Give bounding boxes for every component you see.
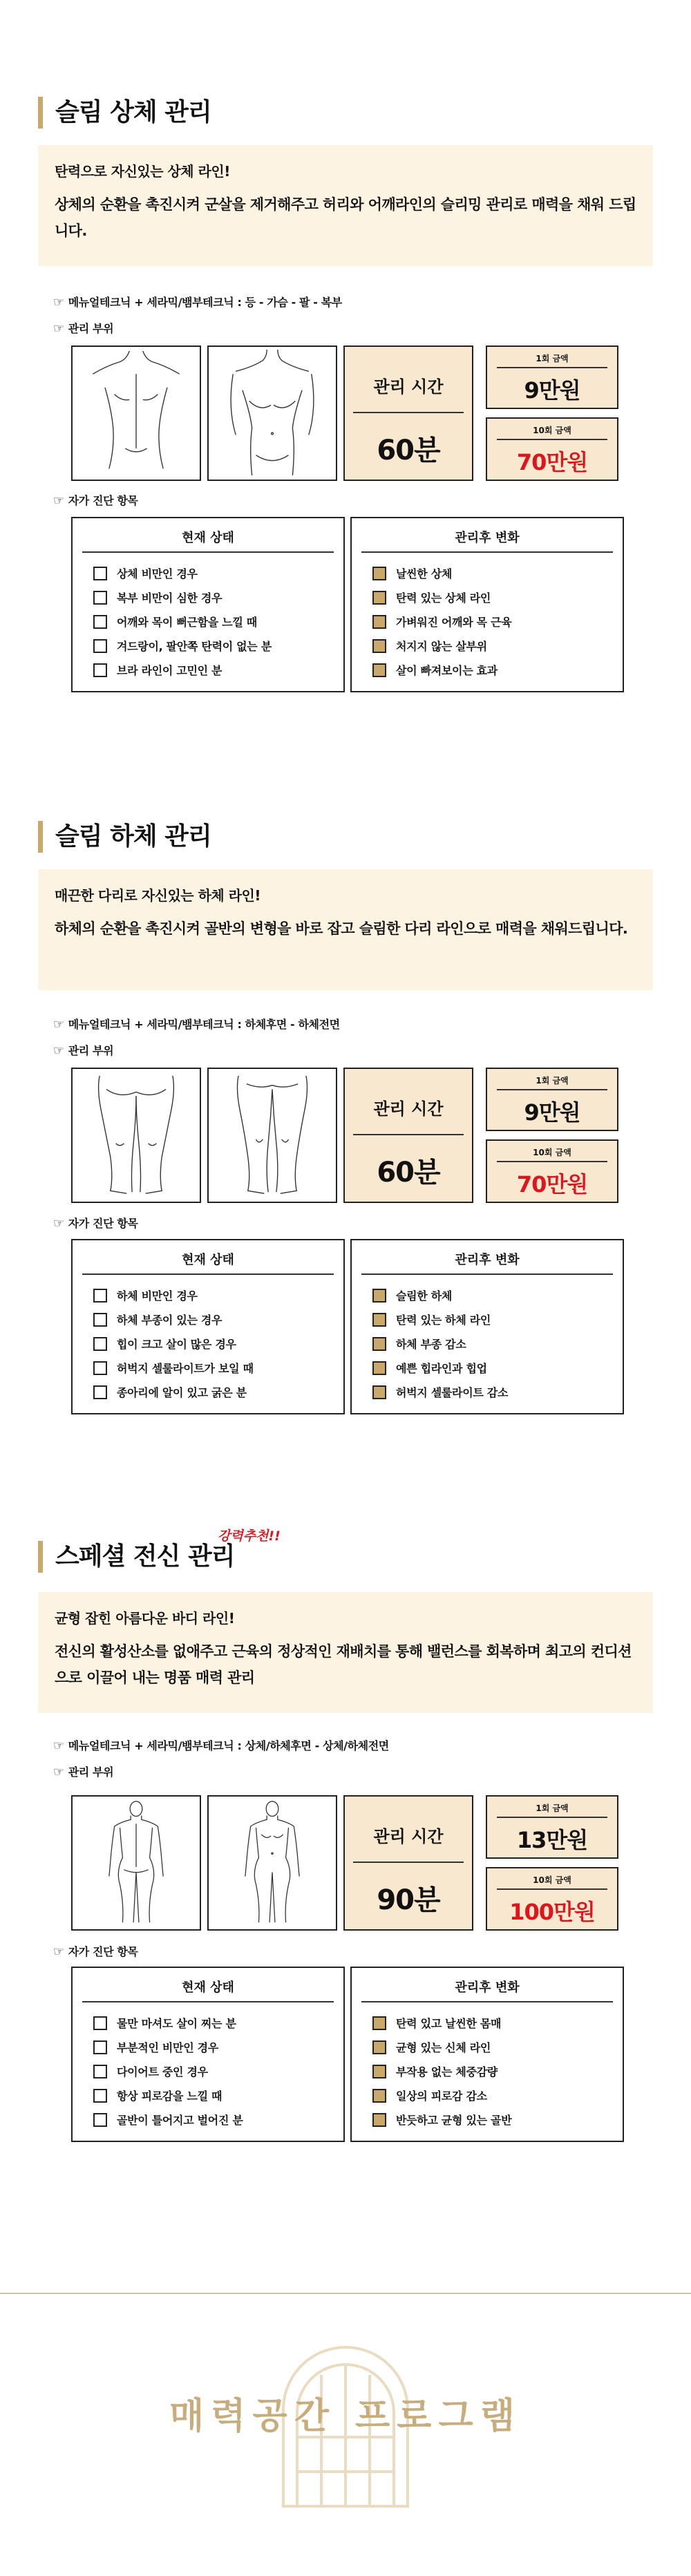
front-body-figure [207,1795,337,1931]
checked-box-icon [372,1313,386,1327]
front-legs-icon [209,1069,336,1202]
checked-box-icon [372,663,386,677]
result-label: 반듯하고 균형 있는 골반 [396,2114,512,2127]
result-label: 날씬한 상체 [396,567,453,580]
divider [497,1089,607,1090]
checklist-label: 항상 피로감을 느낄 때 [117,2090,223,2103]
result-label: 슬림한 하체 [396,1289,453,1303]
pointing-hand-icon: ☞ [53,321,64,336]
checklist-item[interactable] [93,2089,243,2113]
result-item [372,2089,511,2113]
after-change-list [372,1289,508,1410]
result-item [372,1313,508,1337]
result-item [372,2040,511,2065]
duration-box [343,345,473,481]
result-item [372,615,511,639]
footer-logo-text: 매력공간 프로그램 [169,2395,522,2437]
duration-value: 60분 [377,1157,440,1188]
pointing-hand-icon: ☞ [53,1944,64,1959]
checked-box-icon [372,2040,386,2054]
pointing-hand-icon: ☞ [53,1739,64,1753]
checklist-item[interactable] [93,663,272,688]
result-label: 처지지 않는 살부위 [396,640,487,653]
checklist-label: 어깨와 목이 뻐근함을 느낄 때 [117,616,257,629]
checked-box-icon [372,2016,386,2030]
divider [353,1134,464,1135]
checked-box-icon [372,1337,386,1351]
result-item [372,663,511,688]
area-line [53,1763,113,1779]
checkbox[interactable] [93,591,107,605]
duration-value: 60분 [377,435,440,466]
result-label: 하체 부종 감소 [396,1338,466,1351]
checklist-item[interactable] [93,1313,254,1337]
area-line [53,320,113,336]
checked-box-icon [372,1289,386,1303]
intro-box [38,869,653,990]
technique-line [53,294,342,310]
area-label: 관리 부위 [68,322,114,335]
checkbox[interactable] [93,2040,107,2054]
checklist-label: 브라 라인이 고민인 분 [117,664,223,677]
result-label: 균형 있는 신체 라인 [396,2041,491,2054]
divider [497,1817,607,1818]
intro-box [38,1592,653,1713]
section-slim-lower [38,821,653,1429]
divider [497,1888,607,1890]
checklist-label: 다이어트 중인 경우 [117,2065,208,2078]
result-item [372,2113,511,2137]
back-torso-icon [73,347,200,480]
divider [82,1273,334,1275]
duration-label: 관리 시간 [373,1827,444,1846]
divider [361,1273,613,1275]
checkbox[interactable] [93,1289,107,1303]
result-label: 탄력 있는 하체 라인 [396,1314,491,1327]
intro-lead: 균형 잡힌 아름다운 바디 라인! [55,1610,235,1627]
checked-box-icon [372,591,386,605]
result-label: 가벼워진 어깨와 목 근육 [396,616,512,629]
current-state-list [93,567,272,688]
after-change-list [372,2016,511,2137]
current-state-box [71,1967,345,2142]
checklist-item[interactable] [93,1289,254,1313]
pointing-hand-icon: ☞ [53,1017,64,1032]
checklist-item[interactable] [93,615,272,639]
checked-box-icon [372,2113,386,2127]
checklist-item[interactable] [93,567,272,591]
diagnosis-line [53,1215,138,1231]
price-ten-label: 10회 금액 [533,1875,571,1885]
current-state-header: 현재 상태 [182,1980,234,1995]
divider [361,2001,613,2002]
technique-line [53,1016,340,1032]
diagnosis-line [53,492,138,508]
result-item [372,567,511,591]
checklist-item[interactable] [93,2040,243,2065]
result-item [372,2065,511,2089]
result-label: 허벅지 셀룰라이트 감소 [396,1386,509,1399]
current-state-header: 현재 상태 [182,1253,234,1267]
divider [497,1161,607,1162]
divider [82,2001,334,2002]
section-slim-upper [38,97,653,705]
intro-lead: 탄력으로 자신있는 상체 라인! [55,163,230,180]
footer-divider [0,2293,691,2294]
result-item [372,591,511,615]
checked-box-icon [372,2065,386,2078]
checkbox[interactable] [93,1361,107,1375]
after-change-box [350,1967,624,2142]
section-title: 스페셜 전신 관리 [38,1541,235,1573]
intro-lead: 매끈한 다리로 자신있는 하체 라인! [55,887,261,904]
current-state-list [93,2016,243,2137]
back-body-icon [73,1797,200,1929]
pointing-hand-icon: ☞ [53,1216,64,1231]
after-change-header: 관리후 변화 [455,1980,520,1995]
price-ten-label: 10회 금액 [533,426,571,435]
checklist-label: 힙이 크고 살이 많은 경우 [117,1338,236,1351]
checklist-label: 상체 비만인 경우 [117,567,198,580]
checklist-item[interactable] [93,639,272,663]
result-item [372,1361,508,1385]
result-item [372,1385,508,1410]
divider [82,551,334,553]
result-item [372,2016,511,2040]
checkbox[interactable] [93,663,107,677]
duration-label: 관리 시간 [373,377,444,397]
technique-label: 메뉴얼테크닉 + 세라믹/뱀부테크닉 : 등 - 가슴 - 팔 - 복부 [68,296,342,309]
checklist-label: 허벅지 셀룰라이트가 보일 때 [117,1362,254,1375]
price-single-label: 1회 금액 [536,354,569,363]
checklist-item[interactable] [93,1385,254,1410]
pointing-hand-icon: ☞ [53,1043,64,1058]
checkbox[interactable] [93,2089,107,2103]
duration-label: 관리 시간 [373,1099,444,1119]
diagnosis-label: 자가 진단 항목 [68,494,138,507]
price-ten-label: 10회 금액 [533,1148,571,1157]
price-single-value: 9만원 [524,1099,580,1126]
price-ten-box [486,417,618,481]
diagnosis-line [53,1943,138,1959]
checkbox[interactable] [93,2065,107,2078]
current-state-box [71,1239,345,1414]
intro-description: 전신의 활성산소를 없애주고 근육의 정상적인 재배치를 통해 밸런스를 회복하며 최고의 컨디션으로 이끌어 내는 명품 매력 관리 [55,1643,632,1686]
price-single-value: 9만원 [524,377,580,404]
checked-box-icon [372,2089,386,2103]
result-label: 살이 빠져보이는 효과 [396,664,498,677]
duration-box [343,1068,473,1203]
price-single-value: 13만원 [516,1827,588,1853]
back-legs-icon [73,1069,200,1202]
recommend-badge: 강력추천!! [218,1528,281,1544]
checklist-label: 겨드랑이, 팔안쪽 탄력이 없는 분 [117,640,272,653]
after-change-header: 관리후 변화 [455,1253,520,1267]
result-label: 예쁜 힙라인과 힙업 [396,1362,487,1375]
checklist-item[interactable] [93,591,272,615]
intro-description: 상체의 순환을 촉진시켜 군살을 제거해주고 허리와 어깨라인의 슬리밍 관리로 매력을 채워 드립니다. [55,196,636,239]
back-legs-figure [71,1068,201,1203]
current-state-list [93,1289,254,1410]
intro-description: 하체의 순환을 촉진시켜 골반의 변형을 바로 잡고 슬림한 다리 라인으로 매력을 채워드립니다. [55,920,628,937]
section-special-full-body [38,1528,653,2149]
front-torso-figure [207,345,337,481]
divider [361,551,613,553]
checklist-label: 하체 부종이 있는 경우 [117,1314,223,1327]
price-ten-value: 70만원 [516,449,588,475]
result-item [372,639,511,663]
price-single-label: 1회 금액 [536,1076,569,1086]
duration-box [343,1795,473,1931]
section-title: 슬림 하체 관리 [38,821,211,853]
checklist-label: 복부 비만이 심한 경우 [117,591,223,605]
pointing-hand-icon: ☞ [53,493,64,508]
after-change-box [350,517,624,692]
intro-box [38,145,653,266]
result-label: 일상의 피로감 감소 [396,2090,487,2103]
price-ten-box [486,1867,618,1931]
pointing-hand-icon: ☞ [53,1765,64,1779]
checked-box-icon [372,567,386,580]
checklist-label: 부분적인 비만인 경우 [117,2041,218,2054]
back-torso-figure [71,345,201,481]
after-change-box [350,1239,624,1414]
current-state-box [71,517,345,692]
checklist-label: 골반이 틀어지고 벌어진 분 [117,2114,243,2127]
divider [497,439,607,440]
price-ten-box [486,1139,618,1203]
checked-box-icon [372,639,386,653]
checkbox[interactable] [93,2016,107,2030]
area-line [53,1042,113,1058]
result-item [372,1289,508,1313]
checkbox[interactable] [93,567,107,580]
checkbox[interactable] [93,2113,107,2127]
pointing-hand-icon: ☞ [53,295,64,310]
price-ten-value: 70만원 [516,1171,588,1197]
checked-box-icon [372,615,386,629]
checkbox[interactable] [93,1337,107,1351]
duration-value: 90분 [377,1884,440,1916]
front-torso-icon [209,347,336,480]
result-label: 탄력 있는 상체 라인 [396,591,491,605]
checklist-label: 종아리에 알이 있고 굵은 분 [117,1386,247,1399]
divider [353,1862,464,1863]
area-label: 관리 부위 [68,1044,114,1057]
technique-label: 메뉴얼테크닉 + 세라믹/뱀부테크닉 : 상체/하체후면 - 상체/하체전면 [68,1739,389,1752]
price-ten-value: 100만원 [509,1899,595,1925]
price-single-box [486,1068,618,1131]
front-body-icon [209,1797,336,1929]
checklist-item[interactable] [93,2016,243,2040]
checkbox[interactable] [93,615,107,629]
checklist-item[interactable] [93,1337,254,1361]
back-body-figure [71,1795,201,1931]
result-label: 탄력 있고 날씬한 몸매 [396,2017,502,2030]
section-title: 슬림 상체 관리 [38,97,211,129]
checkbox[interactable] [93,1385,107,1399]
checklist-label: 하체 비만인 경우 [117,1289,198,1303]
price-single-box [486,345,618,409]
area-label: 관리 부위 [68,1765,114,1779]
diagnosis-label: 자가 진단 항목 [68,1217,138,1230]
divider [353,412,464,413]
result-label: 부작용 없는 체중감량 [396,2065,498,2078]
checklist-item[interactable] [93,1361,254,1385]
price-single-box [486,1795,618,1859]
checklist-item[interactable] [93,2113,243,2137]
result-item [372,1337,508,1361]
checklist-label: 물만 마셔도 살이 찌는 분 [117,2017,236,2030]
technique-line [53,1737,389,1753]
checked-box-icon [372,1361,386,1375]
checkbox[interactable] [93,639,107,653]
after-change-header: 관리후 변화 [455,531,520,545]
divider [497,367,607,368]
diagnosis-label: 자가 진단 항목 [68,1945,138,1958]
checklist-item[interactable] [93,2065,243,2089]
after-change-list [372,567,511,688]
technique-label: 메뉴얼테크닉 + 세라믹/뱀부테크닉 : 하체후면 - 하체전면 [68,1018,340,1031]
front-legs-figure [207,1068,337,1203]
checkbox[interactable] [93,1313,107,1327]
checked-box-icon [372,1385,386,1399]
current-state-header: 현재 상태 [182,531,234,545]
price-single-label: 1회 금액 [536,1803,569,1813]
